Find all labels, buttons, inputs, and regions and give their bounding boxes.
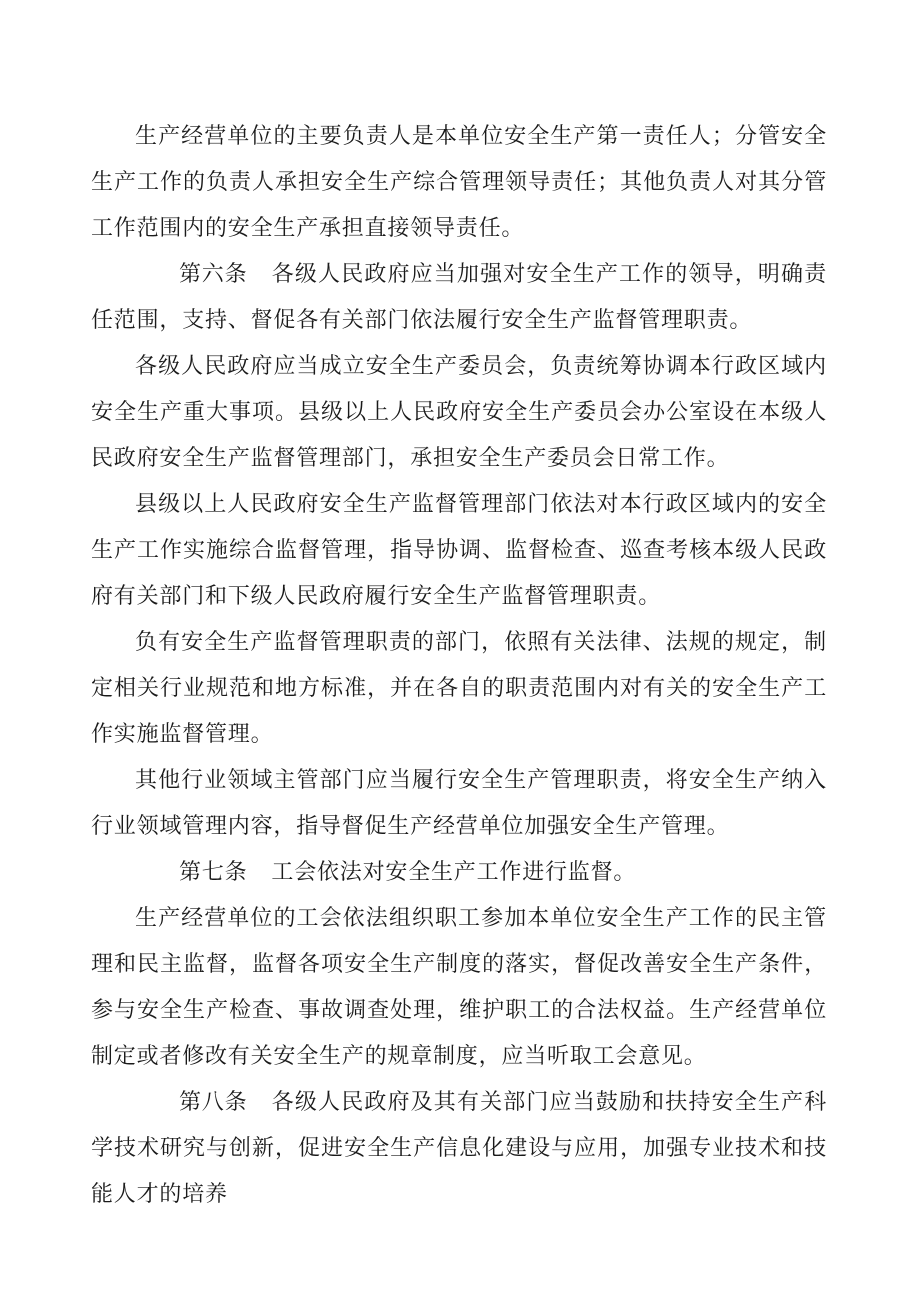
paragraph-article-7 <box>91 850 827 896</box>
paragraph-text: 生产经营单位的主要负责人是本单位安全生产第一责任人；分管安全生产工作的负责人承担安全生产综合管理领导责任；其他负责人对其分管工作范围内的安全生产承担直接领导责任。 <box>91 124 827 241</box>
paragraph-article-6 <box>91 252 827 344</box>
article-number: 第八条 <box>179 1090 248 1115</box>
document-body <box>91 114 827 1218</box>
paragraph-text: 各级人民政府应当成立安全生产委员会，负责统筹协调本行政区域内安全生产重大事项。县级以上人民政府安全生产委员会办公室设在本级人民政府安全生产监督管理部门，承担安全生产委员会日常工作。 <box>91 354 827 471</box>
paragraph-text: 县级以上人民政府安全生产监督管理部门依法对本行政区域内的安全生产工作实施综合监督管理，指导协调、监督检查、巡查考核本级人民政府有关部门和下级人民政府履行安全生产监督管理职责。 <box>91 492 827 609</box>
paragraph-industry-departments <box>91 758 827 850</box>
article-number: 第六条 <box>179 262 248 287</box>
paragraph-text: 负有安全生产监督管理职责的部门，依照有关法律、法规的规定，制定相关行业规范和地方标准，并在各自的职责范围内对有关的安全生产工作实施监督管理。 <box>91 630 827 747</box>
paragraph-text: 各级人民政府及其有关部门应当鼓励和扶持安全生产科学技术研究与创新，促进安全生产信息化建设与应用，加强专业技术和技能人才的培养 <box>91 1090 827 1207</box>
paragraph-text: 工会依法对安全生产工作进行监督。 <box>271 860 637 885</box>
paragraph-text: 其他行业领域主管部门应当履行安全生产管理职责，将安全生产纳入行业领域管理内容，指导督促生产经营单位加强安全生产管理。 <box>91 768 827 839</box>
paragraph-department-duties <box>91 620 827 758</box>
paragraph-county-supervision <box>91 482 827 620</box>
paragraph-responsibility <box>91 114 827 252</box>
paragraph-text: 生产经营单位的工会依法组织职工参加本单位安全生产工作的民主管理和民主监督，监督各项安全生产制度的落实，督促改善安全生产条件，参与安全生产检查、事故调查处理，维护职工的合法权益。生产经营单位制定或者修改有关安全生产的规章制度，应当听取工会意见。 <box>91 906 827 1069</box>
paragraph-safety-committee <box>91 344 827 482</box>
paragraph-text: 各级人民政府应当加强对安全生产工作的领导，明确责任范围，支持、督促各有关部门依法履行安全生产监督管理职责。 <box>91 262 827 333</box>
paragraph-union-supervision <box>91 896 827 1080</box>
paragraph-article-8 <box>91 1080 827 1218</box>
article-number: 第七条 <box>179 860 248 885</box>
